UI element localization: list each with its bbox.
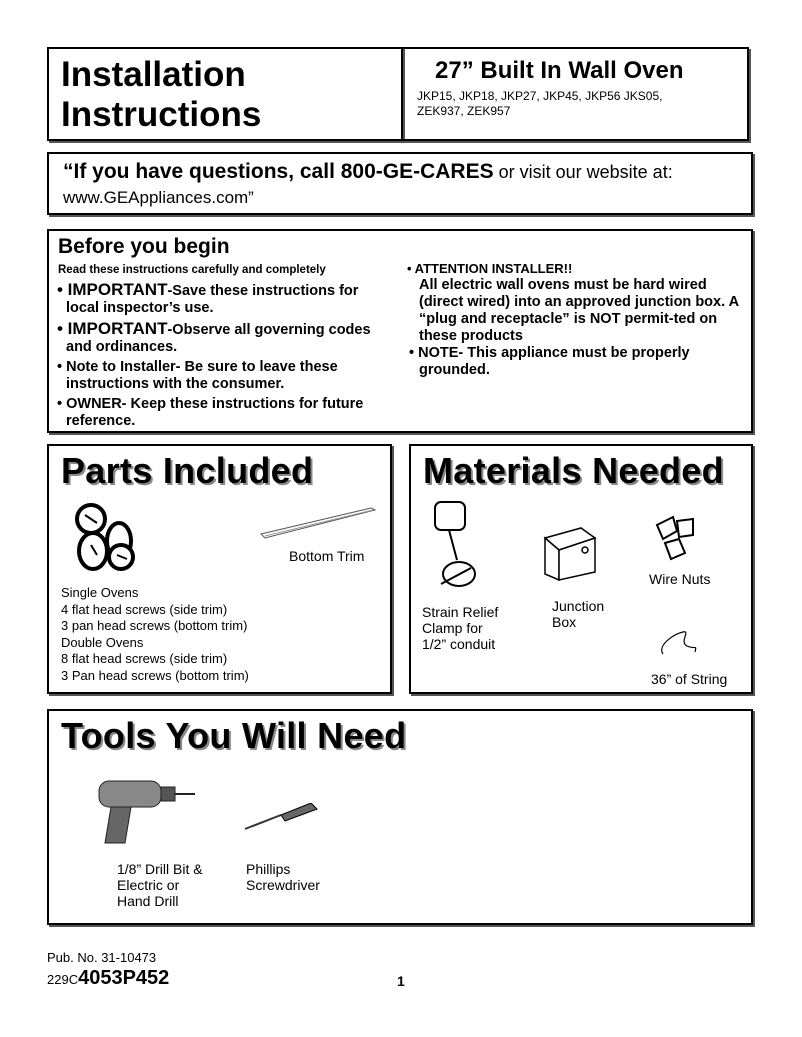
wire-nuts-label: Wire Nuts — [649, 571, 711, 587]
model-list — [417, 89, 662, 119]
title-line: Instructions — [61, 95, 262, 134]
part-code: 229C4053P452 — [47, 967, 170, 989]
parts-line: Double Ovens — [61, 634, 144, 650]
parts-heading: Parts Included — [61, 450, 314, 491]
contact-box — [47, 152, 753, 215]
pub-number: Pub. No. 31-10473 — [47, 950, 157, 965]
materials-heading: Materials Needed — [423, 450, 724, 491]
title-line: Installation — [61, 55, 246, 94]
doc-title — [61, 55, 261, 135]
bottom-trim-label: Bottom Trim — [289, 548, 365, 564]
string-icon — [651, 624, 701, 664]
product-title: 27” Built In Wall Oven — [435, 57, 684, 84]
parts-line: 3 Pan head screws (bottom trim) — [61, 667, 249, 683]
page-number: 1 — [397, 973, 405, 989]
title-box — [47, 47, 403, 141]
parts-line: 4 flat head screws (side trim) — [61, 601, 228, 617]
tools-heading: Tools You Will Need — [61, 715, 407, 756]
phone-text: “If you have questions, call 800-GE-CARES — [63, 160, 494, 183]
list-item: • IMPORTANT-Observe all governing codes and ordinances. — [57, 319, 371, 355]
list-item: • IMPORTANT-Save these instructions for local inspector’s use. — [57, 280, 359, 316]
junction-box-icon — [541, 524, 599, 582]
models: JKP15, JKP18, JKP27, JKP45, JKP56 JKS05, — [417, 89, 663, 103]
strain-relief-clamp-icon — [421, 496, 491, 596]
bottom-trim-icon — [259, 504, 379, 542]
wire-nuts-icon — [651, 511, 701, 566]
before-box — [47, 229, 753, 433]
attention-block — [407, 260, 752, 379]
parts-box — [47, 444, 392, 694]
attention-heading: • ATTENTION INSTALLER!! — [407, 261, 573, 276]
note-text: • NOTE- This appliance must be properly grounded. — [409, 345, 690, 378]
parts-line: 8 flat head screws (side trim) — [61, 651, 228, 666]
attention-text: All electric wall ovens must be hard wired (direct wired) into an approved junction box. A “plug and receptacle” is NOT permit-ted on these products — [419, 277, 739, 344]
contact-text: or visit our website at: — [493, 162, 673, 182]
before-list — [54, 281, 389, 430]
website-link[interactable]: www.GEAppliances.com” — [63, 188, 254, 207]
string-label: 36” of String — [651, 671, 728, 687]
materials-box — [409, 444, 753, 694]
parts-line: 3 pan head screws (bottom trim) — [61, 618, 248, 633]
before-heading: Before you begin — [58, 235, 230, 258]
intro-text: Read these instructions carefully and completely — [58, 264, 326, 276]
drill-label: 1/8” Drill Bit & Electric or Hand Drill — [117, 861, 203, 909]
junction-box-label: Junction Box — [552, 598, 605, 630]
tools-box — [47, 709, 753, 925]
screwdriver-label: Phillips Screwdriver — [246, 861, 320, 893]
drill-icon — [97, 773, 197, 848]
list-item: • Note to Installer- Be sure to leave these instructions with the consumer. — [57, 359, 338, 392]
phillips-screwdriver-icon — [241, 803, 321, 833]
product-box — [401, 47, 749, 141]
strain-relief-label: Strain Relief Clamp for 1/2” conduit — [422, 604, 499, 652]
screws-icon — [67, 501, 147, 576]
models: ZEK937, ZEK957 — [417, 104, 511, 118]
parts-list — [61, 585, 249, 684]
parts-line: Single Ovens — [61, 585, 139, 600]
list-item: • OWNER- Keep these instructions for future reference. — [57, 396, 364, 429]
